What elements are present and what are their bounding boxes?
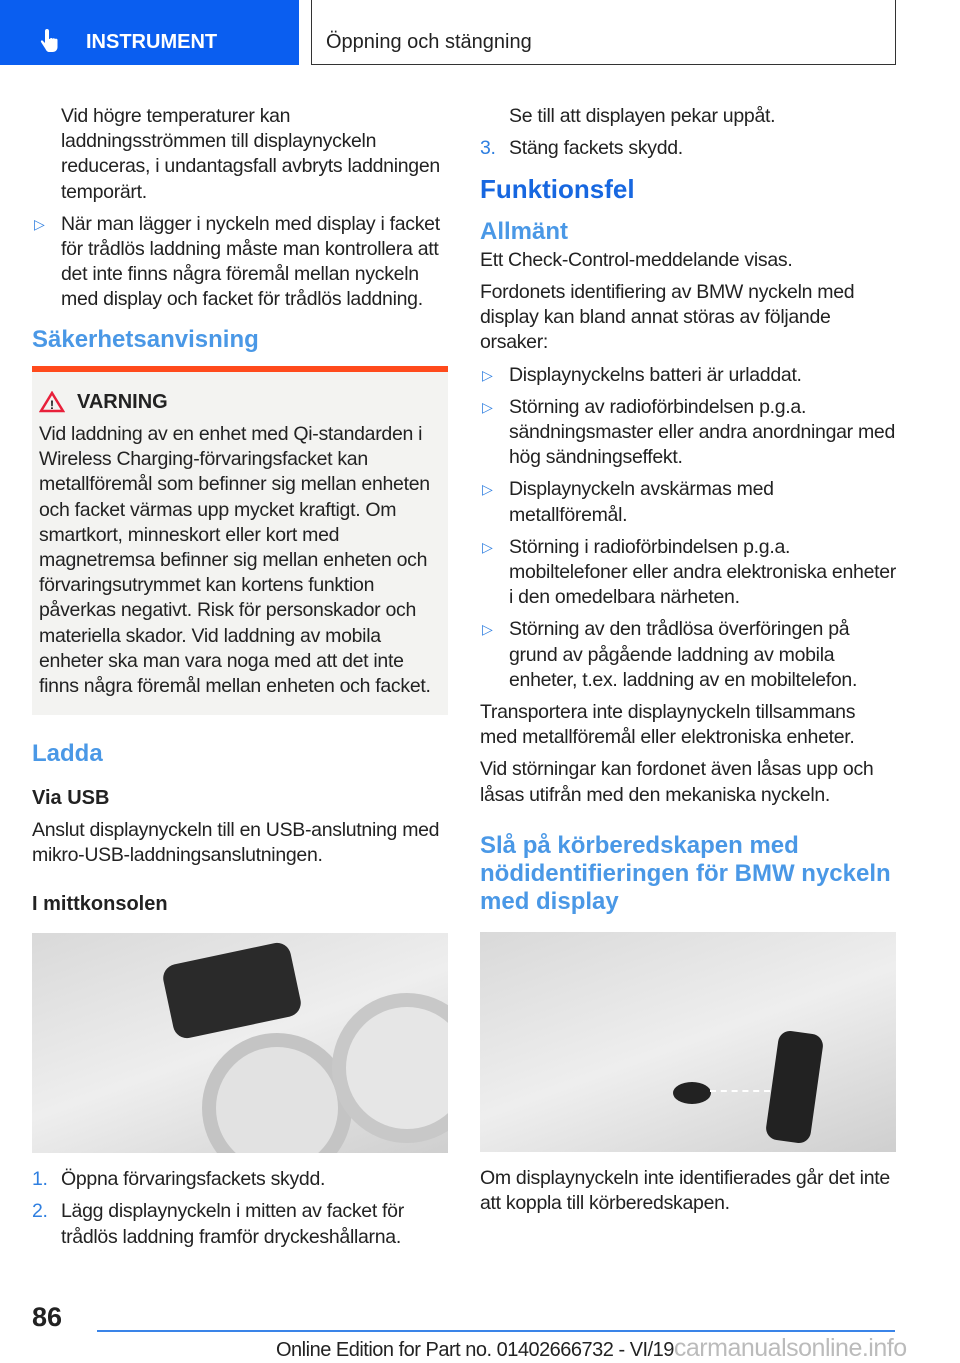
- paragraph: Vid störningar kan fordonet även låsas upp och låsas utifrån med den mekaniska nyckeln.: [480, 758, 874, 806]
- step-number: 1.: [32, 1168, 48, 1191]
- heading-ladda: Ladda: [32, 740, 103, 768]
- heading-console: I mittkonsolen: [32, 893, 168, 916]
- triangle-bullet-icon: ▷: [482, 481, 493, 498]
- triangle-bullet-icon: ▷: [482, 621, 493, 638]
- list-item: [32, 212, 448, 313]
- step-text: Stäng fackets skydd.: [509, 137, 683, 160]
- step-1: [32, 1167, 448, 1192]
- svg-text:!: !: [50, 398, 54, 413]
- paragraph: Fordonets identifiering av BMW nyckeln med display kan bland annat störas av följande orsaker:: [480, 281, 855, 354]
- triangle-bullet-icon: ▷: [482, 538, 493, 555]
- warning-text: Vid laddning av en enhet med Qi-standarden i Wireless Charging-förvaringsfacket kan metallföremål som befinner sig mellan enheten och facket värmas upp mycket kraftigt. Om smartkort, minneskort eller kort med magnetremsa befinner sig mellan enheten och förvaringsutrymmet kan kortens funktion påverkas negativt. Risk för personskador och materiella skador. Vid laddning av mobila enheter ska man vara noga med att det inte finns några föremål mellan enheten och facket.: [39, 423, 431, 698]
- list-item-text: När man lägger i nyckeln med display i facket för trådlös laddning måste man kontrollera att det inte finns några föremål mellan nyckeln med display och facket för trådlös laddning.: [61, 212, 440, 311]
- list-item-text: Displaynyckelns batteri är urladdat.: [509, 363, 802, 386]
- right-column: [480, 104, 896, 1223]
- section-title: INSTRUMENT: [86, 31, 218, 53]
- warning-triangle-icon: [39, 391, 65, 413]
- heading-emergency: Slå på körberedskapen med nödidentifieringen för BMW nyckeln med display: [480, 831, 891, 915]
- triangle-bullet-icon: ▷: [482, 366, 493, 383]
- warning-title: VARNING: [77, 390, 168, 413]
- list-item-text: Störning av radioförbindelsen p.g.a. sändningsmaster eller andra anordningar med hög sändningseffekt.: [509, 395, 896, 469]
- center-console-image: [32, 933, 448, 1153]
- edition-text: Online Edition for Part no. 01402666732 - VI/19: [276, 1339, 674, 1361]
- chapter-header: [311, 0, 896, 65]
- triangle-bullet-icon: ▷: [34, 215, 45, 232]
- heading-usb: Via USB: [32, 787, 110, 810]
- list-item: [480, 617, 896, 693]
- paragraph: Ett Check-Control-meddelande visas.: [480, 248, 793, 271]
- warning-box: [32, 366, 448, 715]
- paragraph: Anslut displaynyckeln till en USB-anslutning med mikro-USB-laddningsanslutningen.: [32, 818, 440, 866]
- heading-fault: Funktionsfel: [480, 174, 635, 205]
- paragraph: Om displaynyckeln inte identifierades går det inte att koppla till körberedskapen.: [480, 1166, 890, 1215]
- paragraph: Transportera inte displaynyckeln tillsammans med metallföremål eller elektroniska enheter.: [480, 701, 856, 749]
- footer-edition: [276, 1334, 907, 1363]
- list-item-text: Störning av den trådlösa överföringen på grund av pågående laddning av mobila enheter, t.ex. laddning av en mobiltelefon.: [509, 618, 858, 691]
- hand-pointer-icon: [40, 27, 64, 53]
- step-number: 2.: [32, 1200, 48, 1223]
- left-column: [32, 104, 448, 1257]
- footer-divider: [97, 1330, 895, 1332]
- list-item: [480, 363, 896, 388]
- section-tab: [0, 0, 299, 65]
- list-item: [480, 395, 896, 471]
- page-number: 86: [32, 1302, 63, 1332]
- paragraph: Se till att displayen pekar uppåt.: [509, 105, 776, 127]
- heading-general: Allmänt: [480, 217, 569, 245]
- step-text: Öppna förvaringsfackets skydd.: [61, 1168, 326, 1191]
- list-item-text: Displaynyckeln avskärmas med metallföremål.: [509, 478, 774, 526]
- watermark: carmanualsonline.info: [673, 1334, 907, 1362]
- key-emergency-image: [480, 932, 896, 1152]
- triangle-bullet-icon: ▷: [482, 398, 493, 415]
- list-item: [480, 477, 896, 527]
- step-number: 3.: [480, 137, 496, 160]
- paragraph: Vid högre temperaturer kan laddningsströmmen till displaynyckeln reduceras, i undantagsfall avbryts laddningen temporärt.: [61, 105, 440, 203]
- step-text: Lägg displaynyckeln i mitten av facket för trådlös laddning framför dryckeshållarna.: [61, 1200, 404, 1248]
- step-3: [480, 136, 896, 161]
- step-2: [32, 1199, 448, 1249]
- list-item-text: Störning i radioförbindelsen p.g.a. mobiltelefoner eller andra elektroniska enheter i den omedelbara närheten.: [509, 535, 896, 609]
- heading-safety: Säkerhetsanvisning: [32, 325, 259, 353]
- chapter-title: Öppning och stängning: [326, 31, 532, 53]
- list-item: [480, 535, 896, 611]
